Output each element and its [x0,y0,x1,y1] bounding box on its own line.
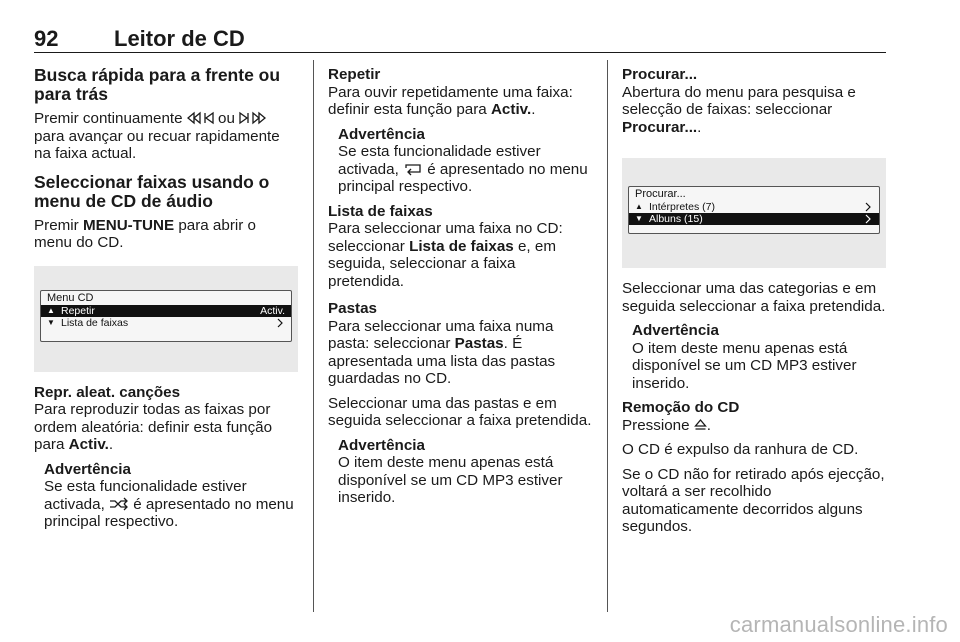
menu-row-repetir: ▲ Repetir Activ. [41,305,291,317]
watermark: carmanualsonline.info [729,612,948,637]
shuffle-icon [109,497,129,511]
screen-title: Procurar... [635,188,686,200]
page-header [34,26,886,53]
paragraph-repr: Para reproduzir todas as faixas por ordem aleatória: definir esta função para Activ.. [34,401,273,453]
up-arrow-icon: ▲ [635,202,643,211]
cd-menu-screenshot [34,266,298,372]
column-3 [622,66,886,543]
column-1 [34,66,298,538]
chevron-right-icon [275,318,285,328]
fast-forward-icon [250,111,266,125]
chevron-right-icon [863,202,873,212]
paragraph-expulso: O CD é expulso da ranhura de CD. [622,441,859,458]
note-repeat: Advertência Se esta funcionalidade estiver activada, é apresentado no menu principal respectivo. [338,125,588,195]
heading-repetir: Repetir [328,66,381,83]
heading-procurar: Procurar... [622,66,698,83]
screen-title: Menu CD [47,291,94,304]
paragraph-retirado: Se o CD não for retirado após ejecção, voltará a ser recolhido automaticamente decorridos alguns segundos. [622,465,885,535]
down-arrow-icon: ▼ [635,214,643,223]
page-title: Leitor de CD [114,26,245,51]
eject-icon [694,418,707,432]
column-divider [313,60,314,612]
heading-pastas: Pastas [328,300,377,317]
paragraph-pastas: Para seleccionar uma faixa numa pasta: seleccionar Pastas. É apresentada uma lista das pastas guardadas no CD. [328,317,556,387]
heading-remocao: Remoção do CD [622,399,740,416]
cd-menu-screen [40,290,292,342]
menu-row-interpretes: ▲ Intérpretes (7) [629,201,879,213]
menu-row-albuns: ▼ Albuns (15) [629,213,879,225]
search-menu-screenshot [622,158,886,268]
previous-track-icon [203,111,214,125]
heading-busca: Busca rápida para a frente ou para trás [34,65,281,104]
paragraph-busca: Premir continuamente ou para avançar ou recuar rapidamente na faixa actual. [34,110,280,162]
note-mp3: Advertência O item deste menu apenas está disponível se um CD MP3 estiver inserido. [338,436,563,506]
heading-lista: Lista de faixas [328,202,433,220]
note-shuffle: Advertência Se esta funcionalidade estiver activada, é apresentado no menu principal respectivo. [44,460,294,530]
up-arrow-icon: ▲ [47,305,55,315]
column-2 [328,66,592,514]
search-menu-screen [628,186,880,234]
down-arrow-icon: ▼ [47,317,55,327]
paragraph-procurar: Abertura do menu para pesquisa e selecção de faixas: seleccionar Procurar.... [622,83,856,136]
paragraph-repetir: Para ouvir repetidamente uma faixa: definir esta função para Activ.. [328,83,573,118]
paragraph-categorias: Seleccionar uma das categorias e em seguida seleccionar a faixa pretendida. [622,280,886,315]
rewind-icon [187,111,203,125]
heading-seleccionar: Seleccionar faixas usando o menu de CD de áudio [34,171,270,211]
column-divider [607,60,608,612]
note-mp3: Advertência O item deste menu apenas está disponível se um CD MP3 estiver inserido. [632,322,857,392]
next-track-icon [239,111,250,125]
heading-repr: Repr. aleat. canções [34,383,181,401]
paragraph-lista: Para seleccionar uma faixa no CD: seleccionar Lista de faixas e, em seguida, seleccionar a faixa pretendida. [328,220,563,290]
repeat-icon [403,162,423,176]
chevron-right-icon [863,214,873,224]
paragraph-pastas-2: Seleccionar uma das pastas e em seguida seleccionar a faixa pretendida. [328,394,592,429]
paragraph-pressione: Pressione . [622,416,712,434]
paragraph-seleccionar: Premir MENU-TUNE para abrir o menu do CD. [34,216,256,251]
page-number: 92 [34,26,59,51]
menu-row-lista: ▼ Lista de faixas [41,317,291,329]
